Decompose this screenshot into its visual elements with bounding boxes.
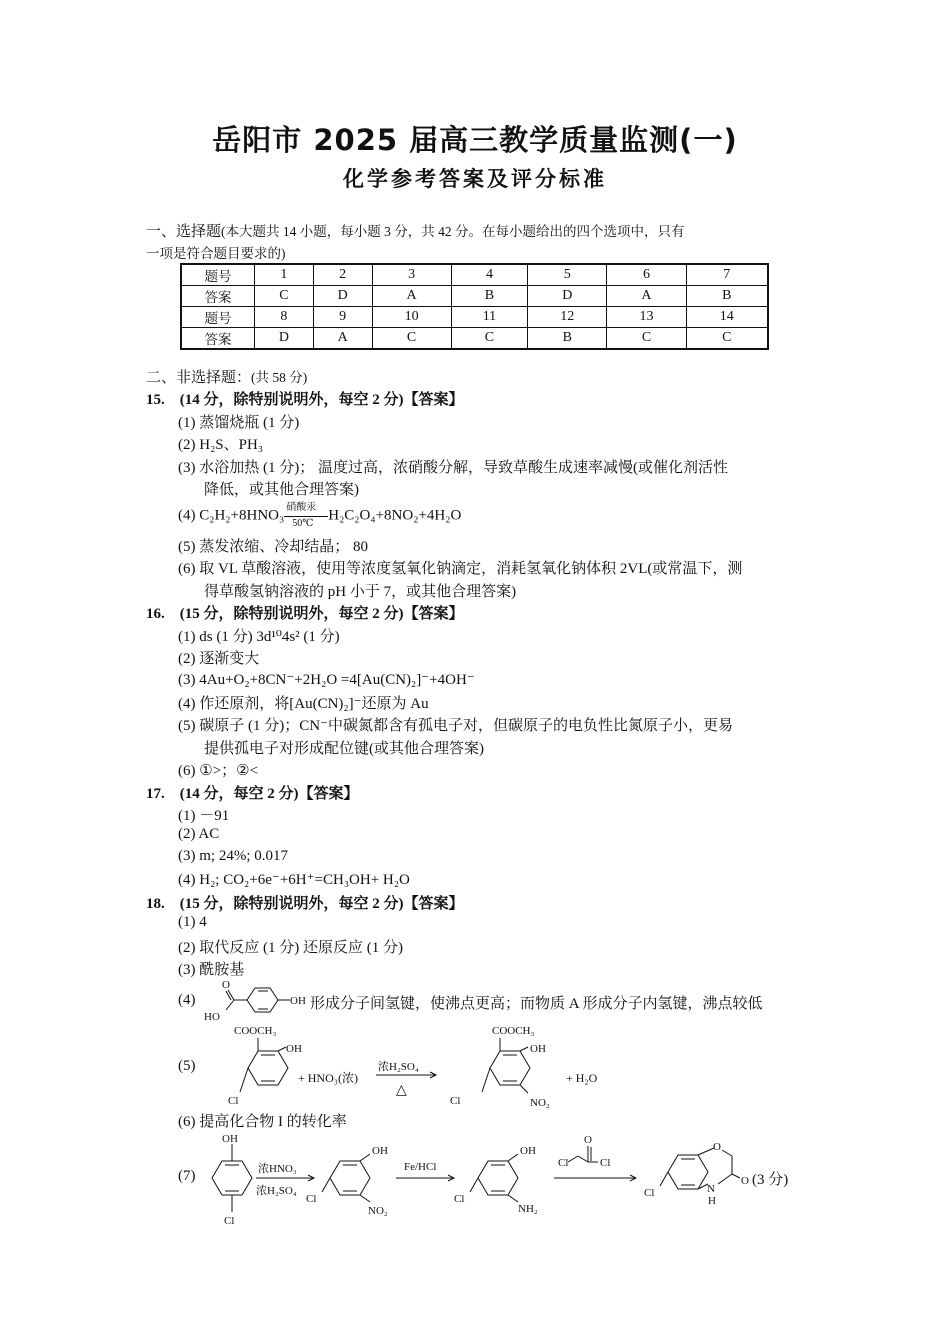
product-h-label: H: [708, 1195, 716, 1207]
q15-answer-6-line1: (6) 取 VL 草酸溶液，使用等浓度氢氧化钠滴定，消耗氢氧化钠体积 2VL(或常温下，测: [178, 561, 743, 577]
table-cell: C: [686, 328, 768, 350]
table-cell: A: [607, 286, 686, 307]
i1-no2-label: NO₂: [368, 1205, 388, 1217]
table-cell: 13: [607, 307, 686, 328]
cond-fehcl-label: Fe/HCl: [404, 1161, 437, 1173]
table-cell: 5: [528, 264, 607, 286]
table-row: [181, 328, 768, 350]
page-title: 岳阳市 2025 届高三教学质量监测(一): [212, 123, 738, 157]
section1-heading: 一、选择题: [146, 222, 222, 240]
table-row: [181, 264, 768, 286]
q17-answer-1: (1) －91: [178, 808, 230, 824]
table-cell: A: [313, 328, 372, 350]
ester-label: COOCH₃: [234, 1025, 277, 1037]
reagent-o-label: O: [584, 1134, 592, 1146]
row-label: 答案: [181, 328, 255, 350]
q15-answer-5: (5) 蒸发浓缩、冷却结晶； 80: [178, 539, 368, 555]
table-cell: D: [255, 328, 314, 350]
i1-cl-label: Cl: [306, 1193, 317, 1205]
product-o2-label: O: [741, 1175, 749, 1187]
section2-heading: 二、非选择题：: [146, 368, 252, 386]
q16-answer-6: (6) ①>；②<: [178, 763, 259, 779]
q15-heading: 15. (14 分，除特别说明外，每空 2 分)【答案】: [146, 392, 464, 408]
cond-bottom: 50℃: [292, 518, 314, 529]
i2-cl-label: Cl: [454, 1193, 465, 1205]
reaction-condition: [284, 502, 328, 529]
q18-a7-label: (7): [178, 1168, 196, 1184]
q18-a4-text: 形成分子间氢键，使沸点更高；而物质 A 形成分子内氢键，沸点较低: [310, 996, 763, 1012]
q15-answer-6-line2: 得草酸氢钠溶液的 pH 小于 7，或其他合理答案): [204, 584, 517, 600]
cond-top: 硝酸汞: [286, 502, 317, 513]
product-ester-label: COOCH₃: [492, 1025, 535, 1037]
section1-note-1: (本大题共 14 小题，每小题 3 分，共 42 分。在每小题给出的四个选项中，只有: [221, 224, 685, 239]
q18-a7-score: (3 分): [752, 1172, 789, 1188]
q16-answer-5-line1: (5) 碳原子 (1 分)；CN⁻中碳氮都含有孤电子对，但碳原子的电负性比氮原子小，更易: [178, 718, 733, 734]
o-label: O: [222, 979, 230, 991]
q18-a5-label: (5): [178, 1058, 196, 1074]
q16-answer-2: (2) 逐渐变大: [178, 651, 260, 667]
heat-label: △: [396, 1083, 407, 1098]
product-cl-label: Cl: [644, 1187, 655, 1199]
product-o-label: O: [713, 1141, 721, 1153]
table-cell: D: [528, 286, 607, 307]
table-cell: D: [313, 286, 372, 307]
q17-heading: 17. (14 分，每空 2 分)【答案】: [146, 786, 359, 802]
cond-hno3-label: 浓HNO₃: [258, 1163, 297, 1175]
page-subtitle: 化学参考答案及评分标准: [343, 167, 607, 191]
table-cell: 7: [686, 264, 768, 286]
answer-table: [180, 263, 769, 350]
q15-a4-right: H₂C₂O₄+8NO₂+4H₂O: [328, 507, 462, 524]
table-cell: 11: [451, 307, 527, 328]
q16-answer-3: (3) 4Au+O₂+8CN⁻+2H₂O =4[Au(CN)₂]⁻+4OH⁻: [178, 672, 475, 688]
product-n-label: N: [707, 1183, 715, 1195]
q15-answer-1: (1) 蒸馏烧瓶 (1 分): [178, 415, 300, 431]
table-cell: 1: [255, 264, 314, 286]
q17-answer-3: (3) m; 24%; 0.017: [178, 848, 288, 864]
nitration-reaction: [200, 1020, 620, 1112]
condition-label: 浓H₂SO₄: [378, 1061, 419, 1073]
q15-answer-2: (2) H₂S、PH₃: [178, 437, 264, 453]
start-cl-label: Cl: [224, 1215, 235, 1227]
q18-answer-2: (2) 取代反应 (1 分) 还原反应 (1 分): [178, 940, 403, 956]
q18-heading: 18. (15 分，除特别说明外，每空 2 分)【答案】: [146, 896, 464, 912]
q16-heading: 16. (15 分，除特别说明外，每空 2 分)【答案】: [146, 606, 464, 622]
table-cell: 2: [313, 264, 372, 286]
q17-answer-2: (2) AC: [178, 826, 220, 842]
table-cell: 8: [255, 307, 314, 328]
q15-a4-left: (4) C₂H₂+8HNO₃: [178, 507, 285, 524]
row-label: 题号: [181, 264, 255, 286]
i2-oh-label: OH: [520, 1145, 536, 1157]
oh-label: OH: [286, 1043, 302, 1055]
table-cell: A: [372, 286, 451, 307]
q15-answer-4: [178, 502, 462, 529]
synthesis-route: [200, 1132, 760, 1232]
ho-label: HO: [204, 1011, 220, 1023]
q18-answer-6: (6) 提高化合物 I 的转化率: [178, 1114, 347, 1130]
q18-a4-label: (4): [178, 992, 196, 1008]
table-cell: 10: [372, 307, 451, 328]
table-cell: C: [255, 286, 314, 307]
product-no2-label: NO₂: [530, 1097, 550, 1109]
q16-answer-4: (4) 作还原剂，将[Au(CN)₂]⁻还原为 Au: [178, 696, 429, 712]
start-oh-label: OH: [222, 1133, 238, 1145]
section2-heading-line: [146, 366, 307, 387]
q15-answer-3-line1: (3) 水浴加热 (1 分)； 温度过高，浓硝酸分解，导致草酸生成速率减慢(或催化剂活性: [178, 460, 728, 476]
reagent-cl2-label: Cl: [600, 1157, 611, 1169]
q16-answer-1: (1) ds (1 分) 3d¹⁰4s² (1 分): [178, 629, 340, 645]
q17-answer-4: (4) H₂; CO₂+6e⁻+6H⁺=CH₃OH+ H₂O: [178, 872, 410, 888]
i1-oh-label: OH: [372, 1145, 388, 1157]
q18-answer-1: (1) 4: [178, 914, 207, 930]
i2-nh2-label: NH₂: [518, 1203, 538, 1215]
table-row: [181, 307, 768, 328]
q18-answer-3: (3) 酰胺基: [178, 962, 245, 978]
oh-label: OH: [290, 995, 306, 1007]
hydroxybenzoic-acid-structure: [200, 976, 312, 1024]
table-cell: C: [607, 328, 686, 350]
row-label: 答案: [181, 286, 255, 307]
table-row: [181, 286, 768, 307]
table-cell: 12: [528, 307, 607, 328]
table-cell: C: [372, 328, 451, 350]
reagent-cl1-label: Cl: [558, 1157, 569, 1169]
table-cell: B: [528, 328, 607, 350]
table-cell: 4: [451, 264, 527, 286]
water-label: + H₂O: [566, 1071, 598, 1085]
arrow-line: [284, 516, 328, 517]
table-cell: C: [451, 328, 527, 350]
section2-note: (共 58 分): [251, 370, 308, 385]
q16-answer-5-line2: 提供孤电子对形成配位键(或其他合理答案): [204, 741, 484, 757]
table-cell: B: [451, 286, 527, 307]
cond-h2so4-label: 浓H₂SO₄: [256, 1185, 297, 1197]
product-cl-label: Cl: [450, 1095, 461, 1107]
reagent-label: + HNO₃(浓): [298, 1071, 358, 1085]
table-cell: 3: [372, 264, 451, 286]
cl-label: Cl: [228, 1095, 239, 1107]
q15-answer-3-line2: 降低，或其他合理答案): [204, 482, 359, 498]
table-cell: 14: [686, 307, 768, 328]
table-cell: B: [686, 286, 768, 307]
product-oh-label: OH: [530, 1043, 546, 1055]
row-label: 题号: [181, 307, 255, 328]
section1-intro: [146, 220, 806, 265]
section1-note-2: 一项是符合题目要求的): [146, 246, 286, 261]
table-cell: 9: [313, 307, 372, 328]
table-cell: 6: [607, 264, 686, 286]
